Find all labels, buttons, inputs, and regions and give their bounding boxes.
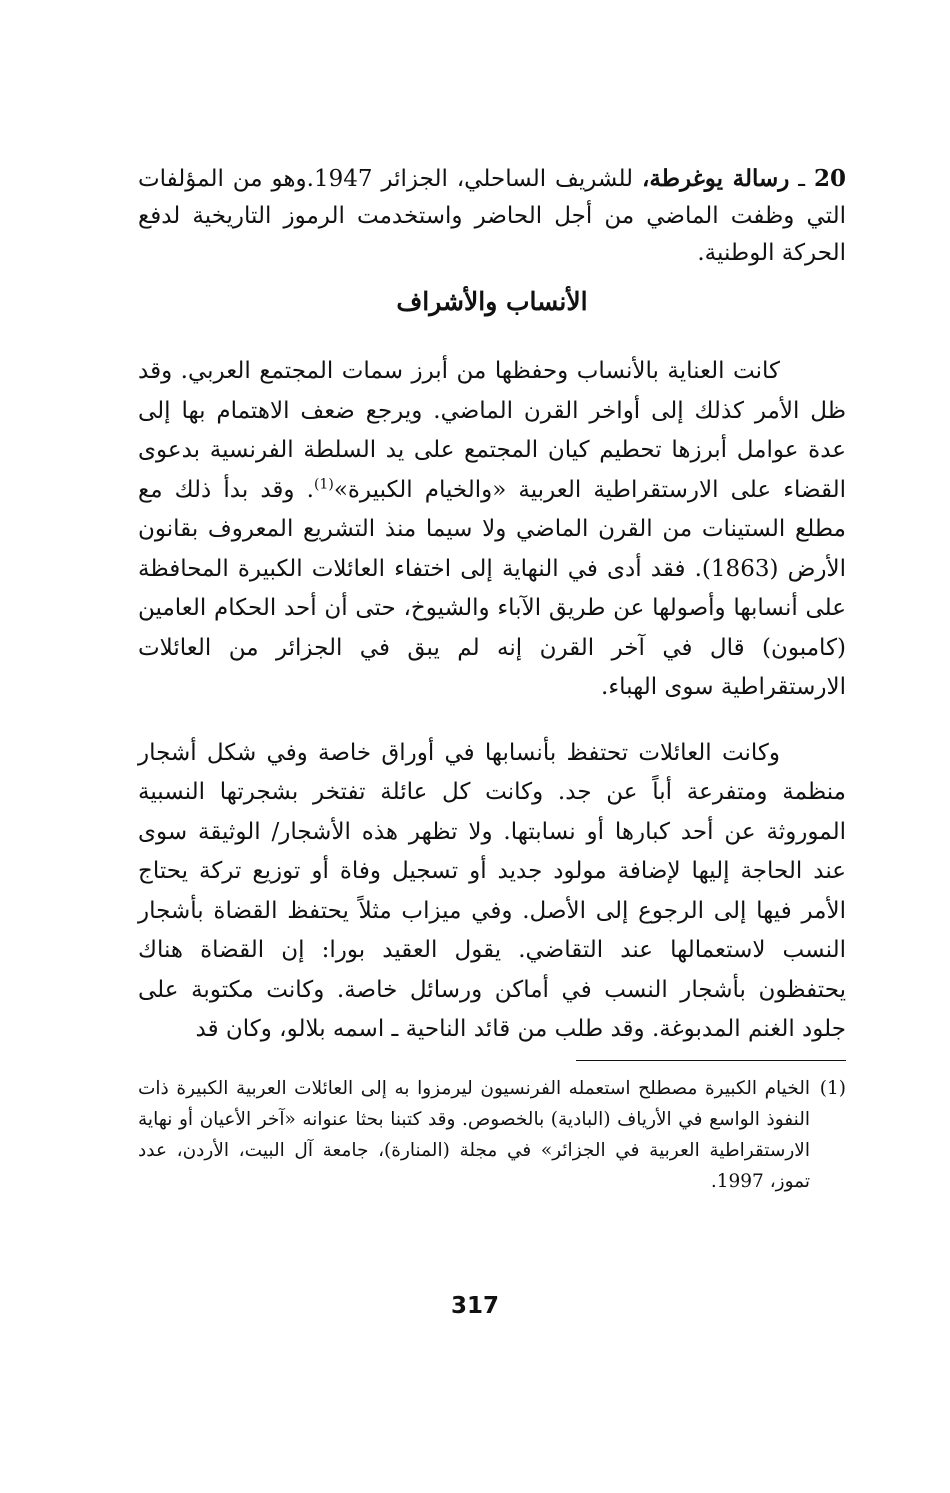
note-20-number: 20 [813, 165, 846, 192]
footnote-divider [576, 1060, 846, 1061]
note-20 [138, 160, 846, 272]
paragraph-1 [138, 352, 846, 708]
page-body [138, 160, 846, 1197]
paragraph-1-part-b: . وقد بدأ ذلك مع مطلع الستينات من القرن الماضي ولا سيما منذ التشريع المعروف بقانون الأرض (1863). فقد أدى في النهاية إلى اختفاء العائلات الكبيرة المحافظة على أنسابها وأصولها عن طريق الآباء والشيوخ، حتى أن أحد الحكام العامين (كامبون) قال في آخر القرن إنه لم يبق في الجزائر من العائلات الارستقراطية سوى الهباء. [138, 476, 846, 700]
footnote [138, 1073, 846, 1197]
page-number: 317 [450, 1293, 499, 1319]
paragraph-2: وكانت العائلات تحتفظ بأنسابها في أوراق خاصة وفي شكل أشجار منظمة ومتفرعة أباً عن جد. وكانت كل عائلة تفتخر بشجرتها النسبية الموروثة عن أحد كبارها أو نسابتها. ولا تظهر هذه الأشجار/ الوثيقة سوى عند الحاجة إليها لإضافة مولود جديد أو تسجيل وفاة أو توزيع تركة يحتاج الأمر فيها إلى الرجوع إلى الأصل. وفي ميزاب مثلاً يحتفظ القضاة بأشجار النسب لاستعمالها عند التقاضي. يقول العقيد بورا: إن القضاة هناك يحتفظون بأشجار النسب في أماكن ورسائل خاصة. وكانت مكتوبة على جلود الغنم المدبوغة. وقد طلب من قائد الناحية ـ اسمه بلالو، وكان قد [138, 739, 846, 1042]
note-20-body: للشريف الساحلي، الجزائر 1947.وهو من المؤلفات التي وظفت الماضي من أجل الحاضر واستخدمت الرموز التاريخية لدفع الحركة الوطنية. [138, 166, 846, 266]
note-20-title: رسالة يوغرطة، [641, 165, 790, 192]
note-20-dash: ـ [789, 166, 814, 192]
section-title: الأنساب والأشراف [396, 287, 588, 316]
footnote-label: (1) [819, 1077, 846, 1099]
footnote-text: الخيام الكبيرة مصطلح استعمله الفرنسيون ليرمزوا به إلى العائلات العربية الكبيرة ذات النفوذ الواسع في الأرياف (البادية) بالخصوص. وقد كتبنا بحثا عنوانه «آخر الأعيان أو نهاية الارستقراطية العربية في الجزائر» في مجلة (المنارة)، جامعة آل البيت، الأردن، عدد تموز، 1997. [138, 1077, 810, 1192]
footnote-reference[interactable]: (1) [313, 475, 334, 492]
paragraph-1-part-a: كانت العناية بالأنساب وحفظها من أبرز سمات المجتمع العربي. وقد ظل الأمر كذلك إلى أواخر القرن الماضي. ويرجع ضعف الاهتمام بها إلى عدة عوامل أبرزها تحطيم كيان المجتمع على يد السلطة الفرنسية بدعوى القضاء على الارستقراطية العربية «والخيام الكبيرة» [138, 358, 846, 503]
